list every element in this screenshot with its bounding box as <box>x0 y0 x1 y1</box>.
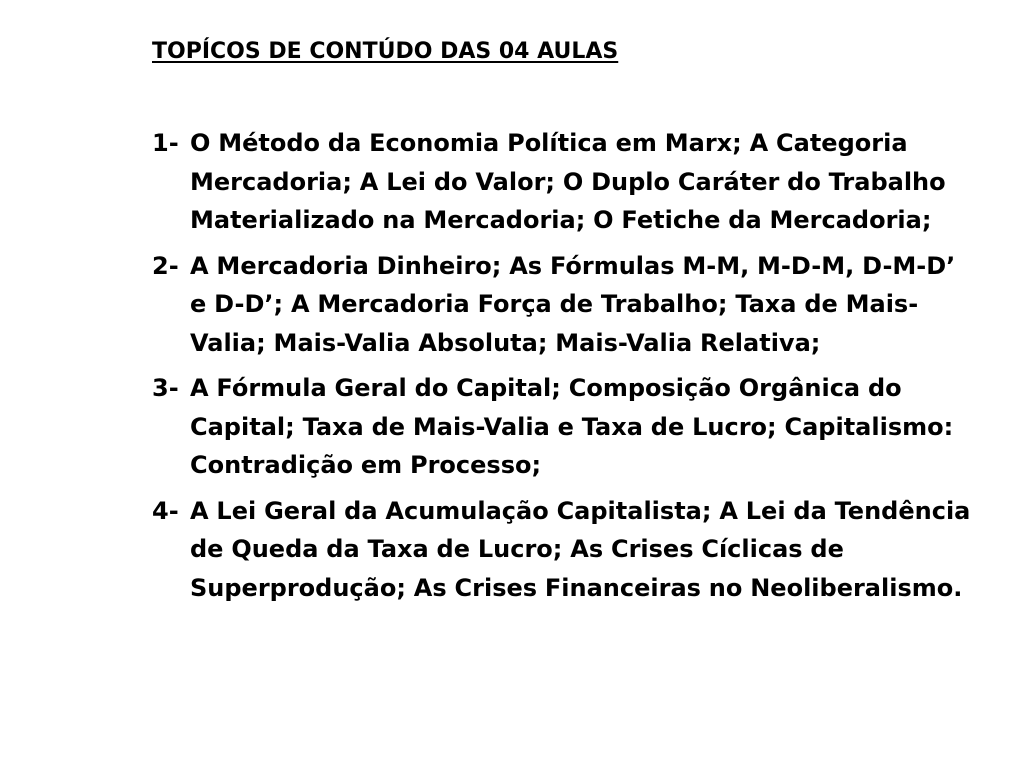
topic-item-2 <box>152 247 1018 363</box>
topic-line: de Queda da Taxa de Lucro; As Crises Cíclicas de <box>190 535 844 563</box>
topic-line: Mercadoria; A Lei do Valor; O Duplo Caráter do Trabalho <box>190 167 946 196</box>
topic-text <box>190 124 1018 240</box>
topic-text <box>190 492 1018 608</box>
topic-line: O Método da Economia Política em Marx; A Categoria <box>190 129 908 157</box>
slide-title: TOPÍCOS DE CONTÚDO DAS 04 AULAS <box>152 39 619 64</box>
topic-line: Materializado na Mercadoria; O Fetiche da Mercadoria; <box>190 206 932 234</box>
topic-line: Valia; Mais-Valia Absoluta; Mais-Valia Relativa; <box>190 328 821 357</box>
topic-line: A Mercadoria Dinheiro; As Fórmulas M-M, M-D-M, D-M-D’ <box>190 251 956 280</box>
topic-line: A Fórmula Geral do Capital; Composição Orgânica do <box>190 374 902 402</box>
topic-line: Superprodução; As Crises Financeiras no Neoliberalismo. <box>190 573 963 602</box>
topic-line: Capital; Taxa de Mais-Valia e Taxa de Lucro; Capitalismo: <box>190 412 954 441</box>
topic-list <box>152 124 1018 614</box>
topic-line: e D-D’; A Mercadoria Força de Trabalho; Taxa de Mais- <box>190 290 919 318</box>
topic-line: A Lei Geral da Acumulação Capitalista; A Lei da Tendência <box>190 496 971 525</box>
topic-number: 4- <box>152 496 179 525</box>
topic-item-3 <box>152 369 1018 485</box>
topic-item-4 <box>152 492 1018 608</box>
topic-line: Contradição em Processo; <box>190 451 542 479</box>
topic-text <box>190 247 1018 363</box>
topic-number: 2- <box>152 251 179 280</box>
topic-text <box>190 369 1018 485</box>
topic-item-1 <box>152 124 1018 240</box>
topic-number: 3- <box>152 374 179 402</box>
topic-number: 1- <box>152 129 179 157</box>
